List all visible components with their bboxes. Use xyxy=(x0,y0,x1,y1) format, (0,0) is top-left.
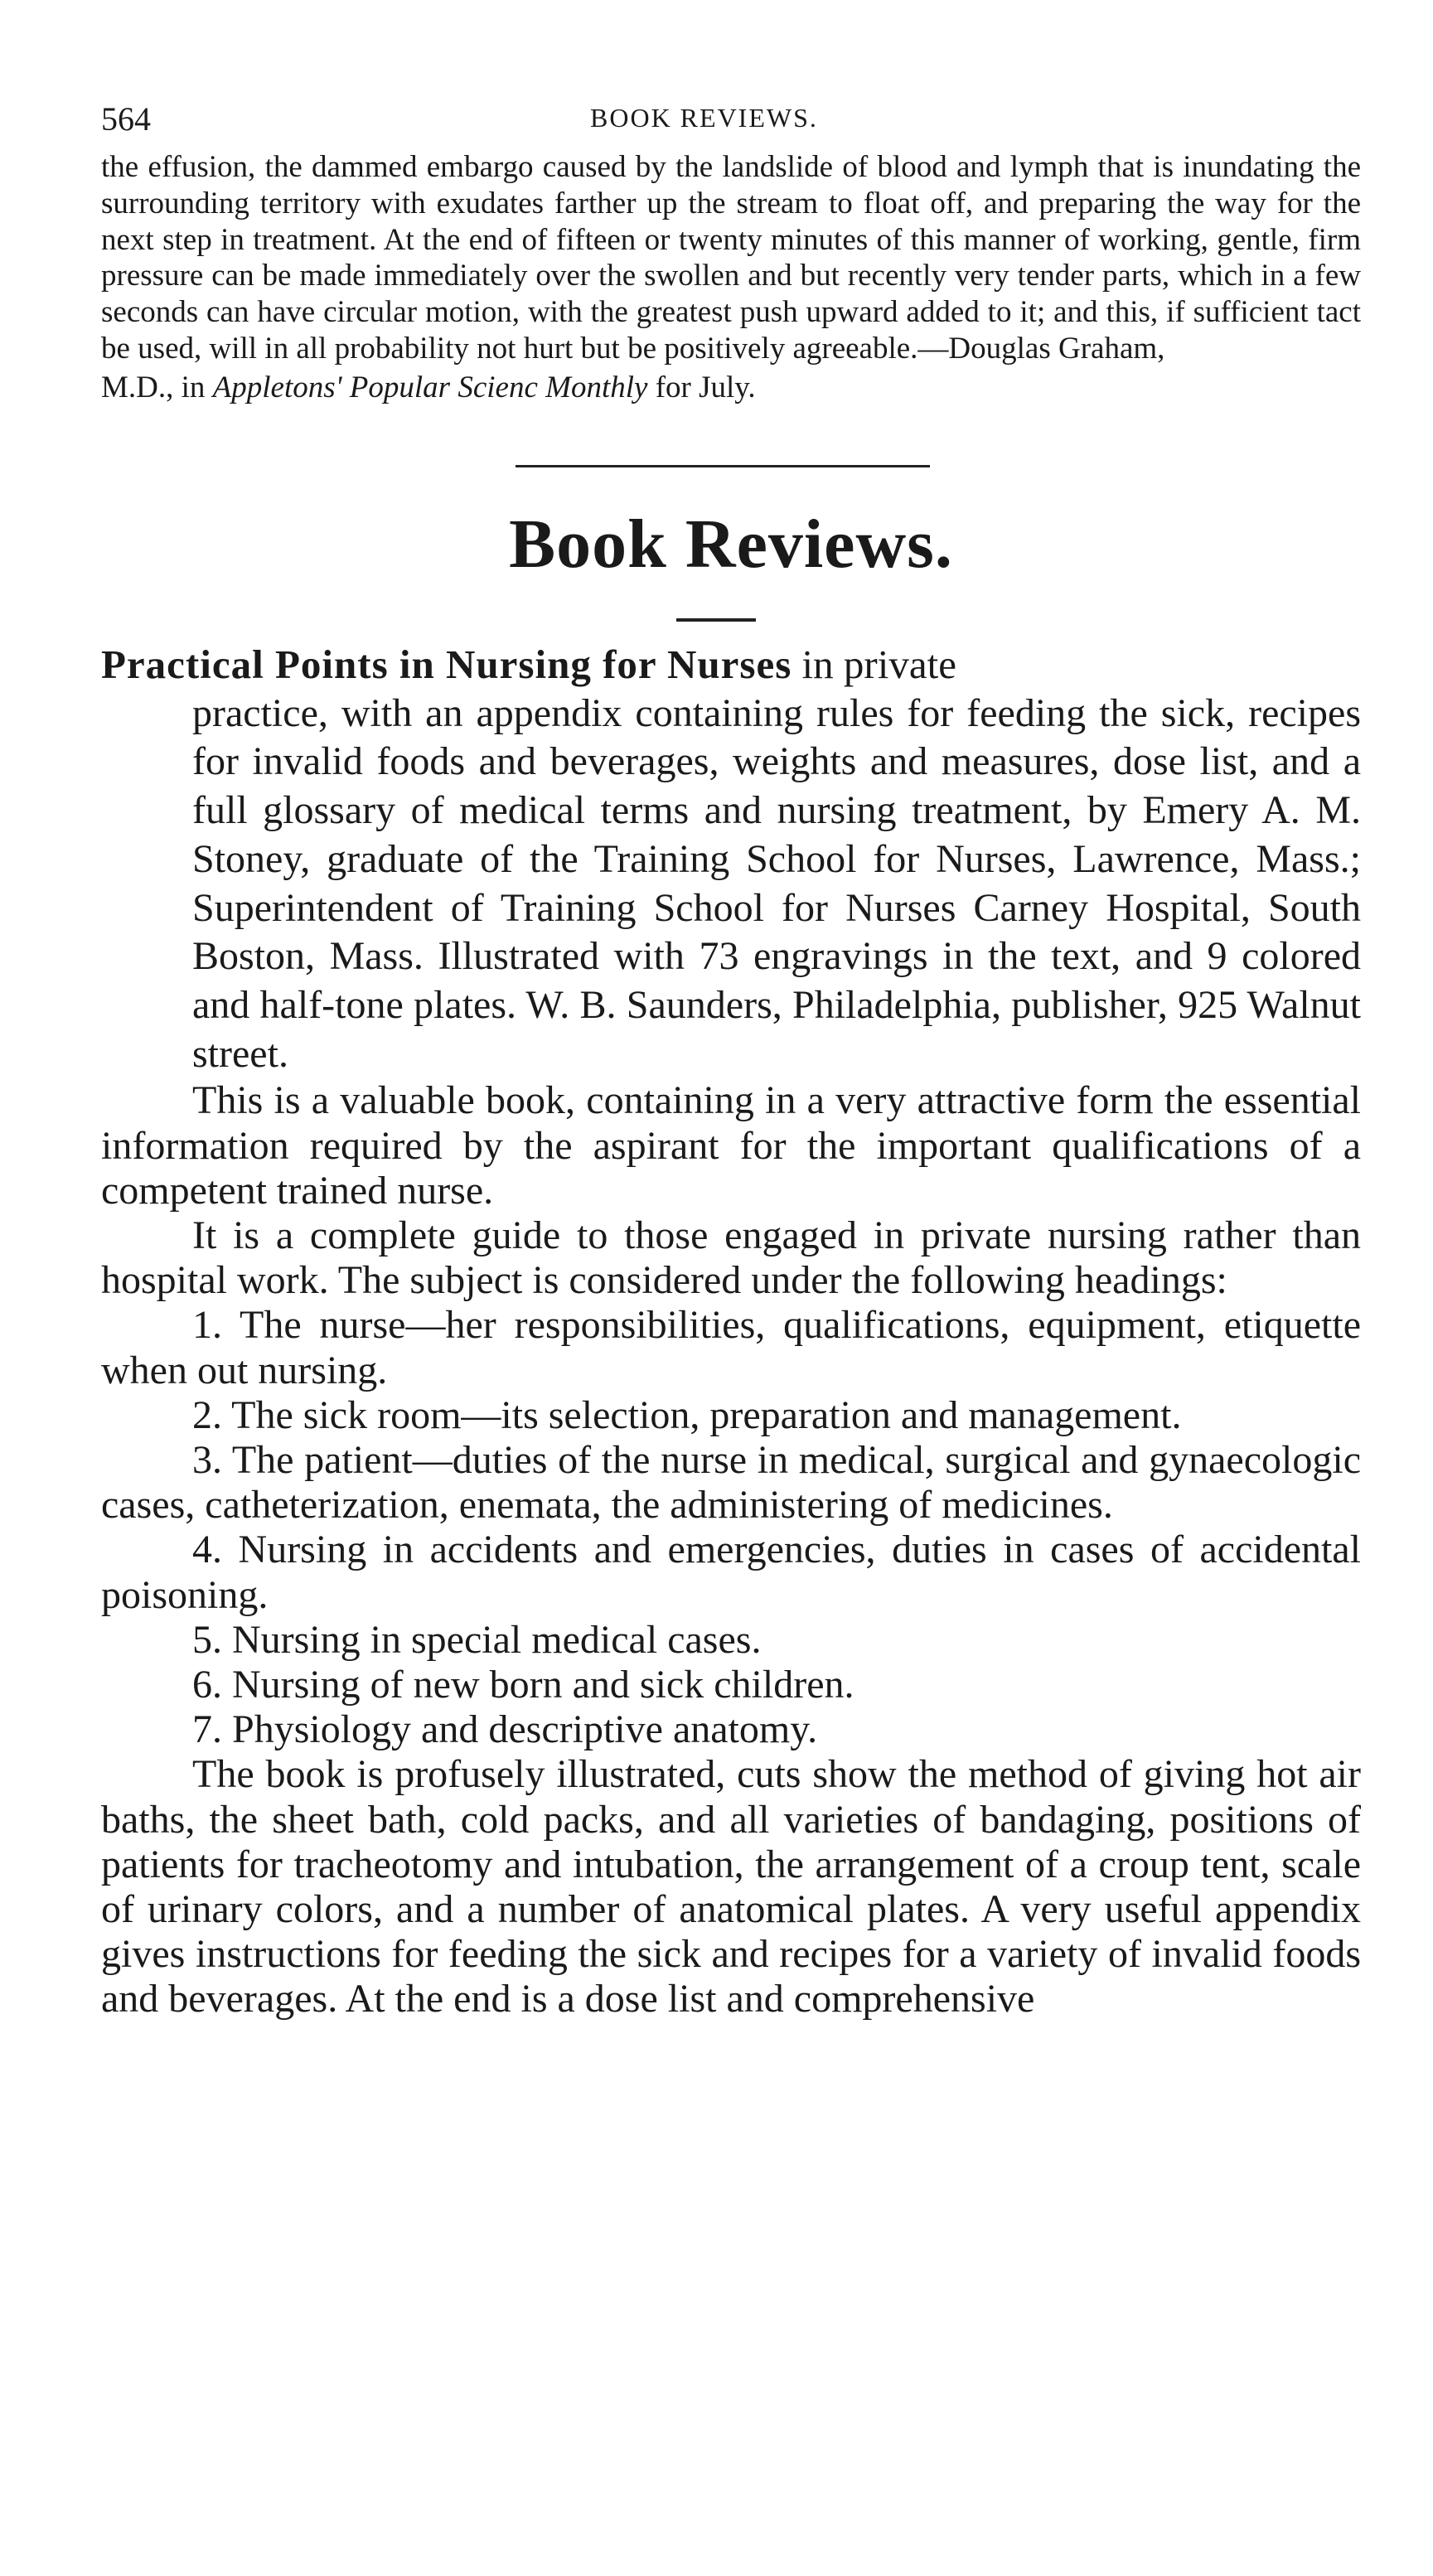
review-paragraph-1: This is a valuable book, containing in a very attractive form the essential information required by the aspirant for the important qualifications of a competent trained nurse. xyxy=(101,1078,1361,1213)
section-divider xyxy=(516,465,930,467)
review-title xyxy=(101,640,1361,690)
running-head xyxy=(101,91,1361,149)
source-suffix: for July. xyxy=(647,370,756,404)
list-item: 7. Physiology and descriptive anatomy. xyxy=(192,1707,818,1752)
review-citation: practice, with an appendix containing rules for feeding the sick, recipes for invalid foods and beverages, weights and measures, dose list, and a full glossary of medical terms and nursing treatment, by Emery A. M. Stoney, graduate of the Training School for Nurses, Lawrence, Mass.; Superintendent of Training School for Nurses Carney Hospital, South Boston, Mass. Illustrated with 73 engravings in the text, and 9 colored and half-tone plates. W. B. Saunders, Philadelphia, publisher, 925 Walnut street. xyxy=(192,690,1361,1076)
list-item: 5. Nursing in special medical cases. xyxy=(192,1617,762,1662)
review-title-rest: in private xyxy=(792,641,956,687)
previous-article-source xyxy=(101,367,1361,409)
section-title: Book Reviews. xyxy=(509,505,953,583)
list-item: 1. The nurse—her responsibilities, qualifications, equipment, etiquette when out nursing. xyxy=(101,1303,1361,1392)
previous-article-excerpt: the effusion, the dammed embargo caused by the landslide of blood and lymph that is inundating the surrounding territory with exudates farther up the stream to float off, and preparing the way for the next step in treatment. At the end of fifteen or twenty minutes of this manner of working, gentle, firm pressure can be made immediately over the swollen and but recently very tender parts, which in a few seconds can have circular motion, with the greatest push upward added to it; and this, if sufficient tact be used, will in all probability not hurt but be positively agreeable.—Douglas Graham, xyxy=(101,150,1361,366)
source-publication: Appletons' Popular Scienc Monthly xyxy=(212,370,648,404)
review-paragraph-2: It is a complete guide to those engaged in private nursing rather than hospital work. The subject is considered under the following headings: xyxy=(101,1213,1361,1303)
running-title: BOOK REVIEWS. xyxy=(590,103,818,133)
list-item: 4. Nursing in accidents and emergencies, duties in cases of accidental poisoning. xyxy=(101,1528,1361,1617)
headings-list xyxy=(101,1303,1361,1752)
list-item: 3. The patient—duties of the nurse in medical, surgical and gynaecologic cases, catheterization, enemata, the administering of medicines. xyxy=(101,1438,1361,1528)
title-rule xyxy=(676,618,756,622)
list-item: 6. Nursing of new born and sick children. xyxy=(192,1663,854,1707)
review-title-bold: Practical Points in Nursing for Nurses xyxy=(101,641,792,687)
list-item: 2. The sick room—its selection, preparation and management. xyxy=(192,1392,1182,1437)
review-paragraph-3: The book is profusely illustrated, cuts show the method of giving hot air baths, the sheet bath, cold packs, and all varieties of bandaging, positions of patients for tracheotomy and intubation, the arrangement of a croup tent, scale of urinary colors, and a number of anatomical plates. A very useful appendix gives instructions for feeding the sick and recipes for a variety of invalid foods and beverages. At the end is a dose list and comprehensive xyxy=(101,1752,1361,2022)
page-number: 564 xyxy=(101,100,151,138)
book-page xyxy=(101,91,1361,2022)
author-degree: M.D., in xyxy=(101,370,213,404)
